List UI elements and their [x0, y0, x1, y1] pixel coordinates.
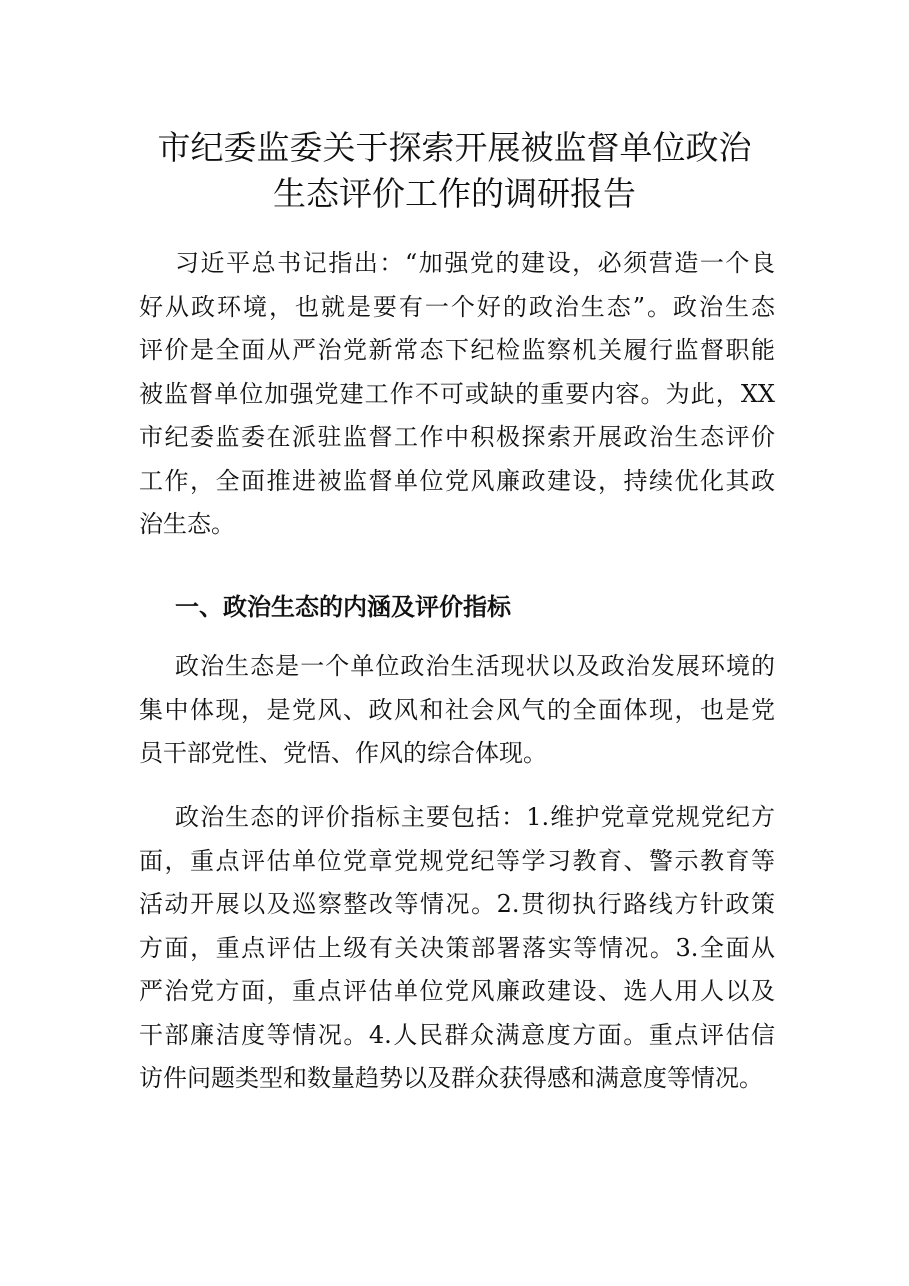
- paragraph-line: 政治生态的评价指标主要包括：1.维护党章党规党纪方: [175, 803, 775, 831]
- paragraph-line: 市纪委监委在派驻监督工作中积极探索开展政治生态评价: [139, 423, 775, 451]
- paragraph-line: 活动开展以及巡察整改等情况。2.贯彻执行路线方针政策: [139, 890, 775, 918]
- paragraph-line: 集中体现，是党风、政风和社会风气的全面体现，也是党: [139, 695, 775, 724]
- document-title-line-1: 市纪委监委关于探索开展被监督单位政治: [157, 128, 752, 167]
- paragraph-line: 面，重点评估单位党章党规党纪等学习教育、警示教育等: [139, 846, 775, 875]
- paragraph-line: 严治党方面，重点评估单位党风廉政建设、选人用人以及: [139, 977, 775, 1005]
- section-heading: 一、政治生态的内涵及评价指标: [175, 593, 511, 621]
- document-title-line-2: 生态评价工作的调研报告: [273, 174, 636, 213]
- paragraph-line: 治生态。: [139, 510, 235, 538]
- paragraph-line: 方面，重点评估上级有关决策部署落实等情况。3.全面从: [139, 933, 775, 962]
- body-paragraph: [139, 645, 775, 776]
- paragraph-line: 干部廉洁度等情况。4.人民群众满意度方面。重点评估信: [139, 1020, 775, 1049]
- paragraph-line: 被监督单位加强党建工作不可或缺的重要内容。为此，XX: [139, 379, 775, 408]
- paragraph-line: 好从政环境，也就是要有一个好的政治生态”。政治生态: [139, 292, 775, 321]
- body-paragraph: [139, 796, 775, 1101]
- paragraph-line: 评价是全面从严治党新常态下纪检监察机关履行监督职能: [139, 336, 775, 364]
- paragraph-line: 员干部党性、党悟、作风的综合体现。: [139, 739, 547, 767]
- paragraph-line: 习近平总书记指出：“加强党的建设，必须营造一个良: [175, 249, 775, 277]
- intro-paragraph: [139, 242, 775, 547]
- paragraph-line: 政治生态是一个单位政治生活现状以及政治发展环境的: [175, 652, 775, 680]
- paragraph-line: 工作，全面推进被监督单位党风廉政建设，持续优化其政: [139, 466, 775, 495]
- paragraph-line: 访件问题类型和数量趋势以及群众获得感和满意度等情况。: [139, 1064, 763, 1092]
